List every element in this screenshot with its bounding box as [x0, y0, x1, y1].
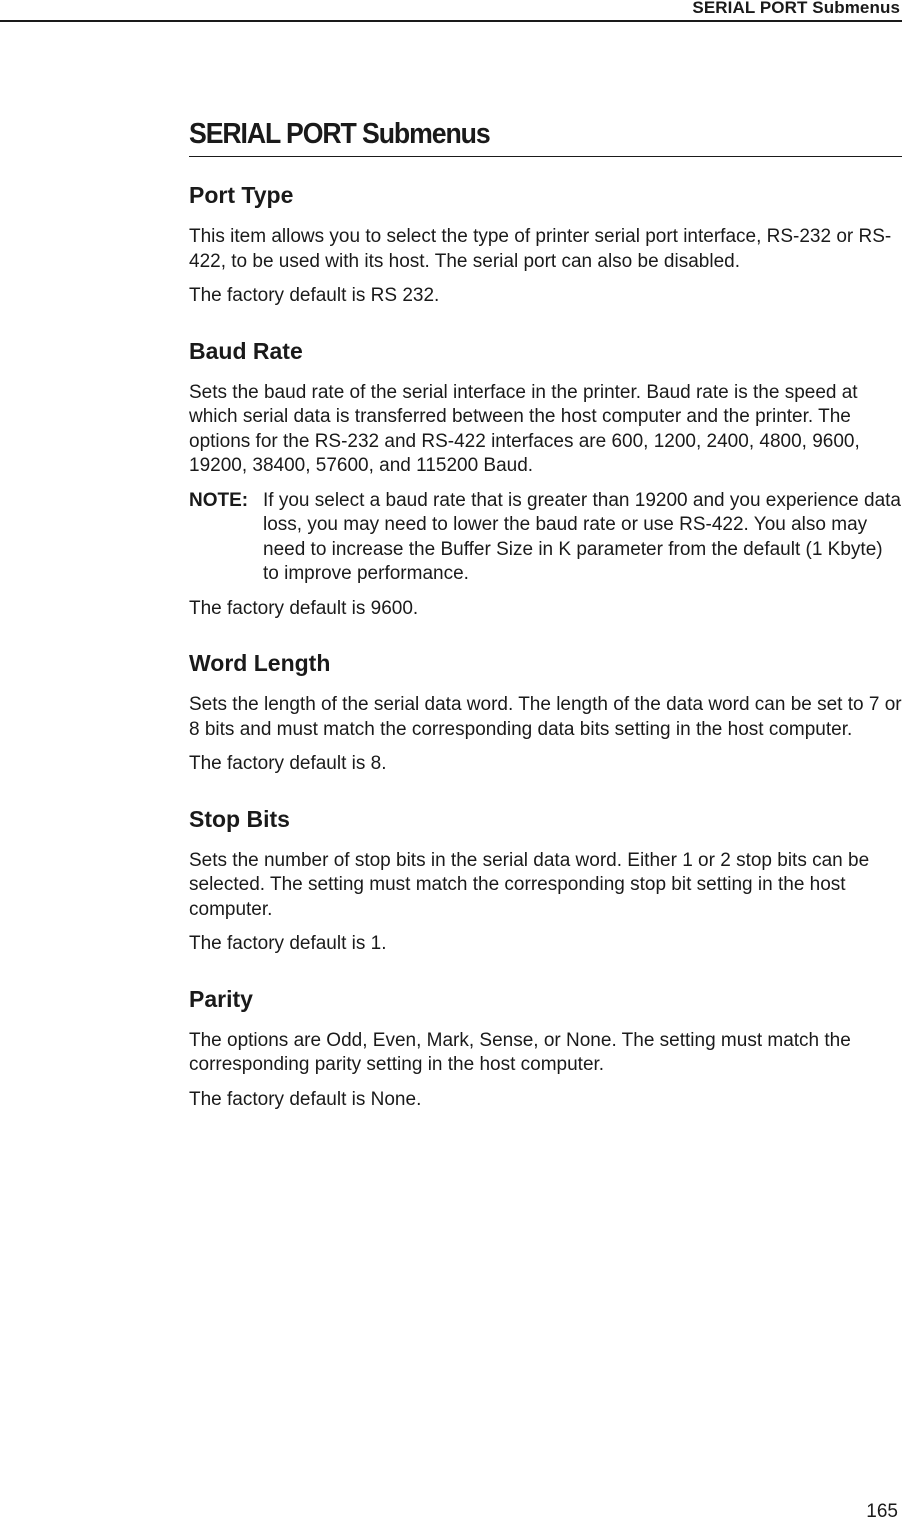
- section-baud-rate: [189, 337, 902, 622]
- page-number: 165: [866, 1501, 898, 1522]
- page-content: [189, 116, 902, 1140]
- note-text: If you select a baud rate that is greater than 19200 and you experience data loss, you may need to lower the baud rate or use RS-422. You also may need to increase the Buffer Size in K parameter from the default (1 Kbyte) to improve performance.: [263, 489, 901, 584]
- factory-default-text: The factory default is RS 232.: [189, 285, 440, 306]
- section-heading: Stop Bits: [189, 805, 290, 832]
- page-title: SERIAL PORT Submenus: [189, 118, 490, 150]
- section-stop-bits: [189, 805, 902, 957]
- section-heading: Word Length: [189, 650, 331, 676]
- section-port-type: [189, 181, 902, 309]
- section-word-length: [189, 649, 902, 777]
- section-paragraph: Sets the number of stop bits in the serial data word. Either 1 or 2 stop bits can be selected. The setting must match the corresponding stop bit setting in the host computer.: [189, 849, 870, 920]
- title-divider: [189, 156, 902, 157]
- section-paragraph: This item allows you to select the type of printer serial port interface, RS-232 or RS-422, to be used with its host. The serial port can also be disabled.: [189, 226, 892, 272]
- running-header-title: SERIAL PORT Submenus: [692, 0, 900, 17]
- section-heading: Port Type: [189, 182, 294, 208]
- factory-default-text: The factory default is 9600.: [189, 597, 419, 619]
- section-heading: Baud Rate: [189, 337, 303, 364]
- note-block: [189, 489, 902, 587]
- section-paragraph: The options are Odd, Even, Mark, Sense, or None. The setting must match the corresponding parity setting in the host computer.: [189, 1029, 851, 1075]
- section-paragraph: Sets the length of the serial data word. The length of the data word can be set to 7 or 8 bits and must match the corresponding data bits setting in the host computer.: [189, 694, 902, 740]
- running-header: [0, 0, 902, 22]
- factory-default-text: The factory default is 8.: [189, 753, 387, 774]
- section-paragraph: Sets the baud rate of the serial interface in the printer. Baud rate is the speed at which serial data is transferred between the host computer and the printer. The options for the RS-232 and RS-422 interfaces are 600, 1200, 2400, 4800, 9600, 19200, 38400, 57600, and 115200 Baud.: [189, 381, 860, 476]
- section-parity: [189, 985, 902, 1113]
- section-heading: Parity: [189, 985, 253, 1012]
- factory-default-text: The factory default is None.: [189, 1088, 422, 1110]
- note-label: NOTE:: [189, 489, 249, 511]
- factory-default-text: The factory default is 1.: [189, 933, 387, 954]
